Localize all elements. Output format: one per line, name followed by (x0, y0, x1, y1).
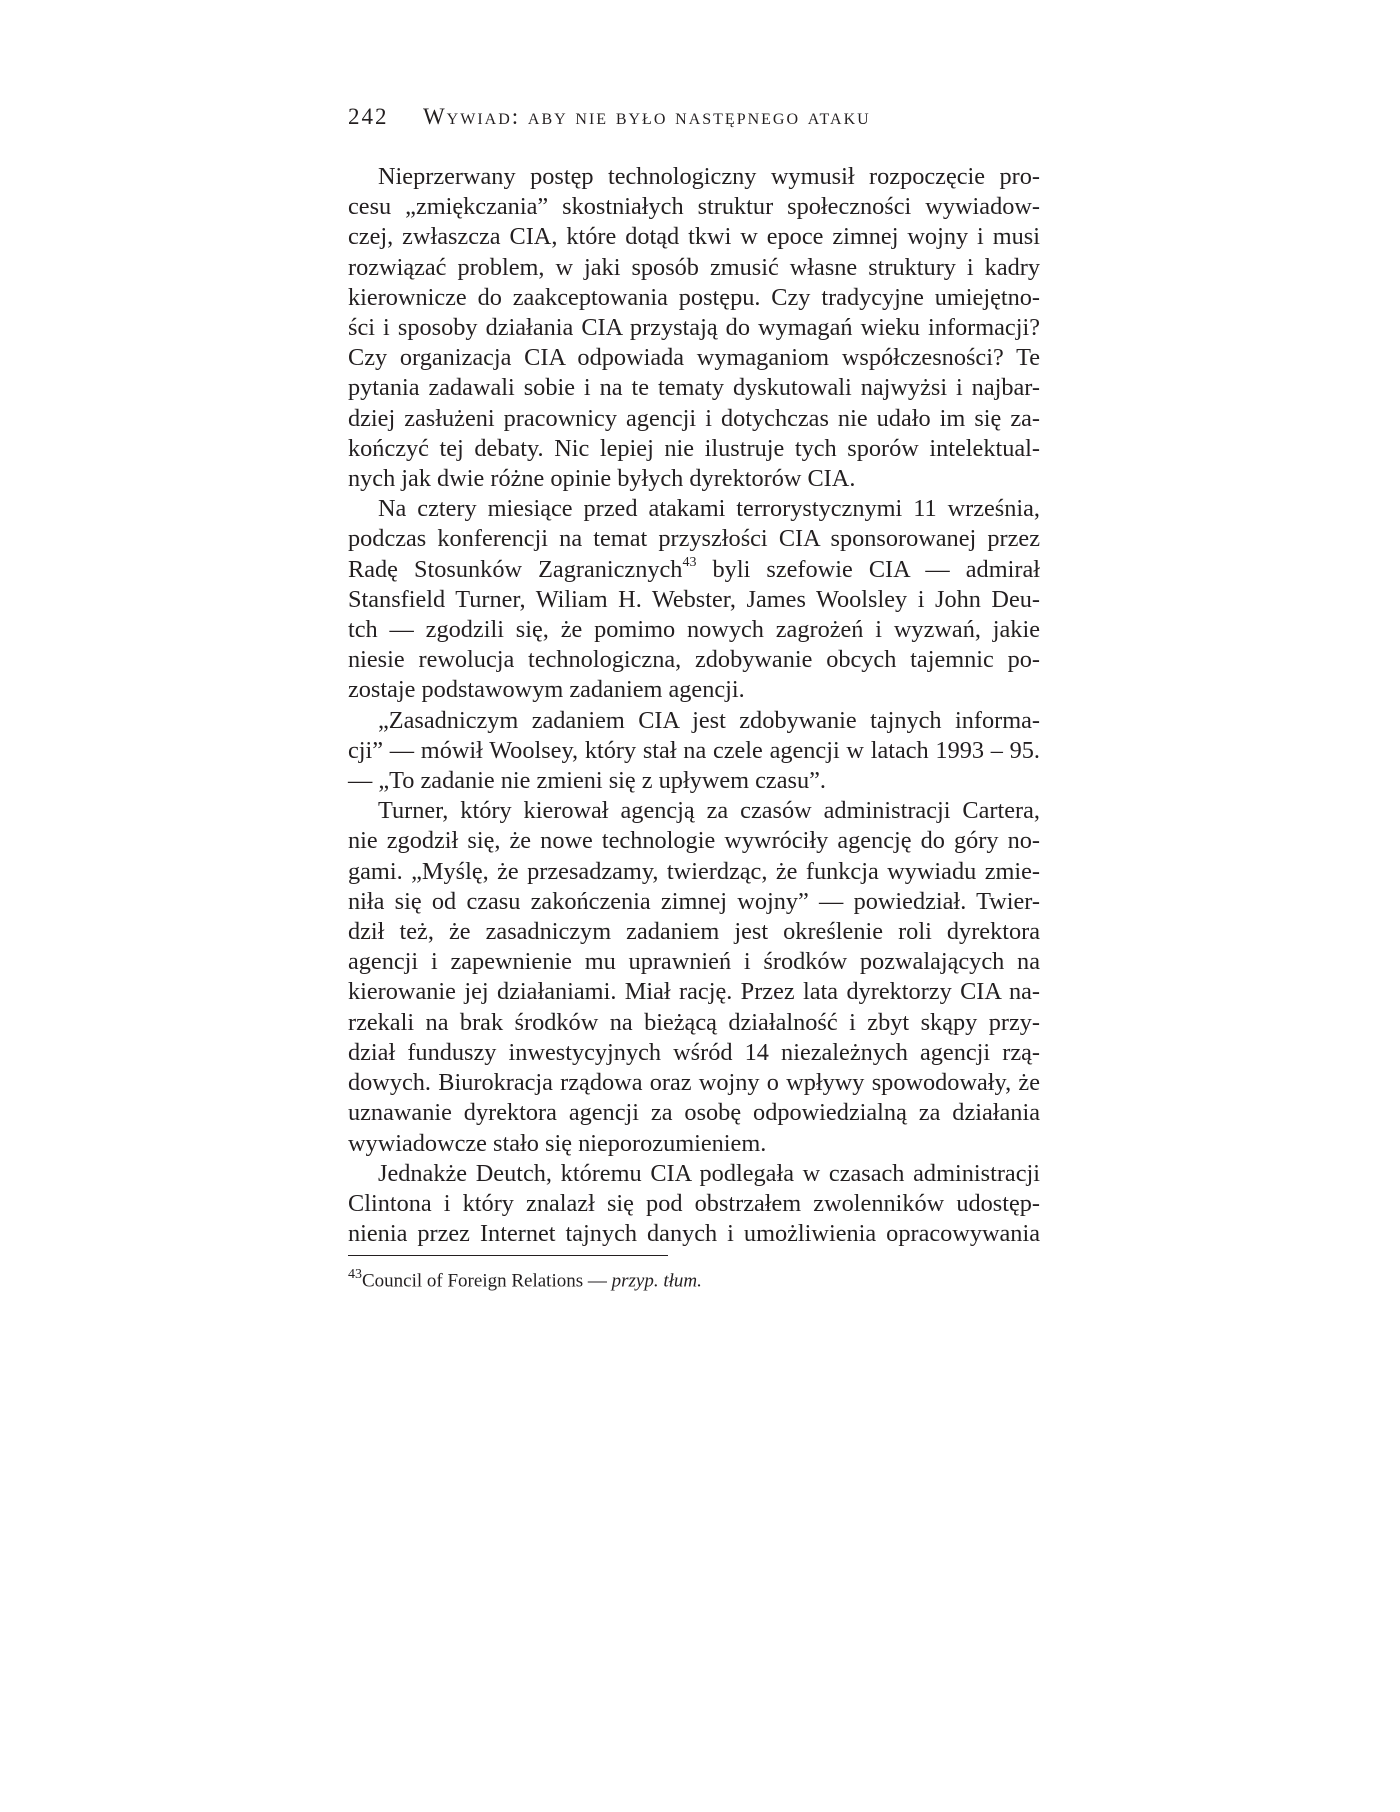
text-line: Clintona i który znalazł się pod obstrzałem zwolenników udostęp- (348, 1189, 1040, 1217)
paragraph-5 (348, 1159, 1040, 1250)
text-line: tch — zgodzili się, że pomimo nowych zagrożeń i wyzwań, jakie (348, 616, 1040, 644)
text-line: czej, zwłaszcza CIA, które dotąd tkwi w epoce zimnej wojny i musi (348, 223, 1040, 251)
text-line: ści i sposoby działania CIA przystają do wymagań wieku informacji? (348, 314, 1040, 342)
running-head (348, 104, 871, 130)
text-line: Czy organizacja CIA odpowiada wymaganiom współczesności? Te (348, 344, 1040, 372)
paragraph-3 (348, 706, 1040, 797)
paragraph-2 (348, 494, 1040, 705)
text-segment: byli szefowie CIA — admirał (696, 555, 1040, 583)
page-number: 242 (348, 104, 389, 129)
text-line: dziej zasłużeni pracownicy agencji i dotychczas nie udało im się za- (348, 404, 1040, 432)
text-line: kierowanie jej działaniami. Miał rację. Przez lata dyrektorzy CIA na- (348, 978, 1040, 1006)
text-line-with-footnote (348, 555, 1040, 585)
text-line: nych jak dwie różne opinie byłych dyrektorów CIA. (348, 465, 856, 493)
text-line: Nieprzerwany postęp technologiczny wymusił rozpoczęcie pro- (378, 163, 1040, 190)
running-head-title: Wywiad: aby nie było następnego ataku (422, 104, 871, 129)
text-line: kierownicze do zaakceptowania postępu. Czy tradycyjne umiejętno- (348, 283, 1040, 311)
text-line: wywiadowcze stało się nieporozumieniem. (348, 1129, 767, 1157)
footnote-translator-note: przyp. tłum. (611, 1270, 702, 1292)
text-line: gami. „Myślę, że przesadzamy, twierdząc, że funkcja wywiadu zmie- (348, 857, 1040, 885)
footnote-number: 43 (348, 1267, 362, 1282)
footnote-reference[interactable]: 43 (682, 554, 697, 570)
text-line: rzekali na brak środków na bieżącą działalność i zbyt skąpy przy- (348, 1008, 1040, 1036)
text-line: dowych. Biurokracja rządowa oraz wojny o wpływy spowodowały, że (348, 1069, 1040, 1097)
text-line: niła się od czasu zakończenia zimnej wojny” — powiedział. Twier- (348, 887, 1040, 915)
text-line: rozwiązać problem, w jaki sposób zmusić własne struktury i kadry (348, 253, 1040, 281)
text-segment: Radę Stosunków Zagranicznych (348, 555, 683, 583)
text-line: Turner, który kierował agencją za czasów administracji Cartera, (378, 797, 1040, 825)
text-line: „Zasadniczym zadaniem CIA jest zdobywanie tajnych informa- (378, 706, 1040, 734)
text-line: Stansfield Turner, Wiliam H. Webster, James Woolsley i John Deu- (348, 585, 1040, 613)
text-line: podczas konferencji na temat przyszłości CIA sponsorowanej przez (348, 525, 1040, 553)
text-line: pytania zadawali sobie i na te tematy dyskutowali najwyżsi i najbar- (348, 374, 1040, 402)
text-line: cesu „zmiękczania” skostniałych struktur społeczności wywiadow- (348, 193, 1040, 221)
text-line: zostaje podstawowym zadaniem agencji. (348, 676, 745, 704)
text-line: niesie rewolucja technologiczna, zdobywanie obcych tajemnic po- (348, 646, 1040, 674)
footnote (348, 1268, 702, 1292)
text-line: dził też, że zasadniczym zadaniem jest określenie roli dyrektora (348, 918, 1040, 946)
body-text (348, 162, 1040, 1249)
text-line: — „To zadanie nie zmieni się z upływem czasu”. (348, 767, 826, 795)
paragraph-1 (348, 162, 1040, 494)
text-line: nienia przez Internet tajnych danych i umożliwienia opracowywania (348, 1220, 1040, 1248)
paragraph-4 (348, 796, 1040, 1158)
text-line: agencji i zapewnienie mu uprawnień i środków pozwalających na (348, 948, 1040, 976)
text-line: uznawanie dyrektora agencji za osobę odpowiedzialną za działania (348, 1099, 1040, 1127)
text-line: nie zgodził się, że nowe technologie wywróciły agencję do góry no- (348, 827, 1040, 855)
text-line: kończyć tej debaty. Nic lepiej nie ilustruje tych sporów intelektual- (348, 434, 1040, 462)
text-line: Na cztery miesiące przed atakami terrorystycznymi 11 września, (378, 495, 1040, 523)
text-line: Jednakże Deutch, któremu CIA podlegała w czasach administracji (378, 1159, 1040, 1187)
footnote-divider (348, 1255, 668, 1256)
footnote-text: Council of Foreign Relations — (362, 1270, 612, 1292)
text-line: dział funduszy inwestycyjnych wśród 14 niezależnych agencji rzą- (348, 1038, 1040, 1066)
text-line: cji” — mówił Woolsey, który stał na czele agencji w latach 1993 – 95. (348, 736, 1040, 764)
